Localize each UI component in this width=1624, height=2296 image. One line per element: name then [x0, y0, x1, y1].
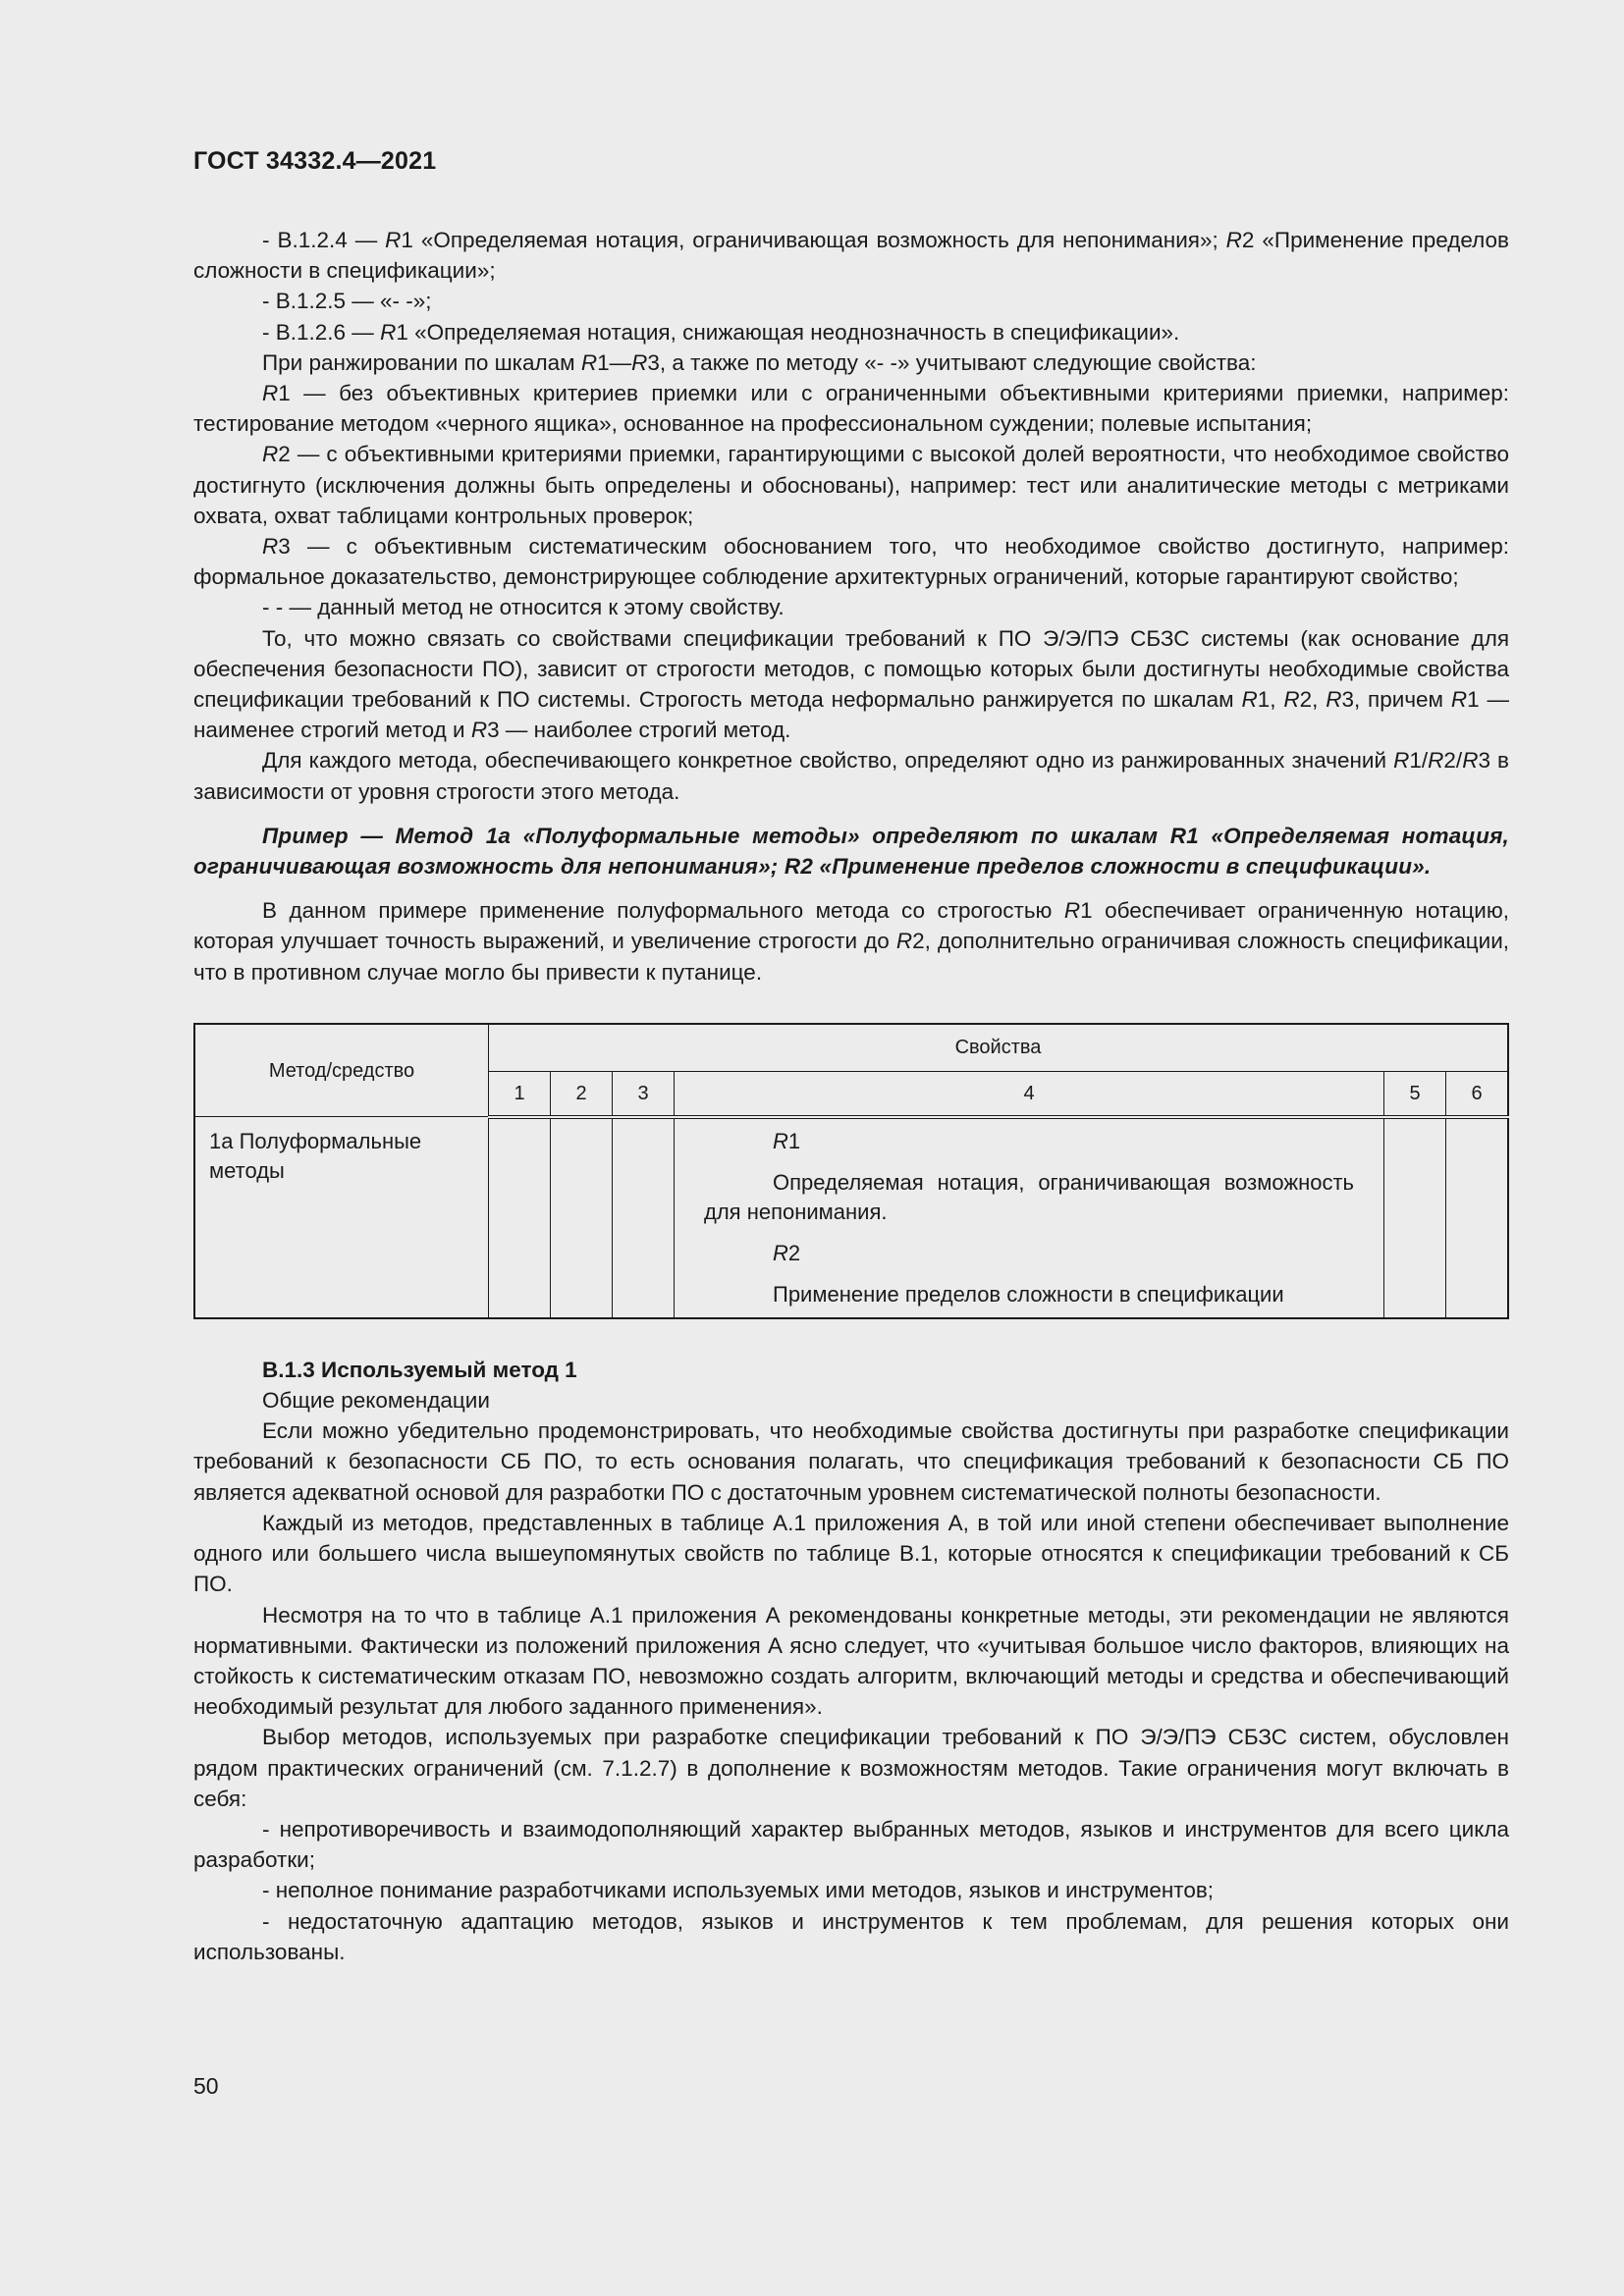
col-header-4: 4: [675, 1071, 1384, 1117]
r1-label: R1: [773, 1128, 801, 1153]
properties-table-wrap: [193, 1023, 1509, 1319]
method-cell: 1a Полуформальные методы: [194, 1117, 489, 1318]
cell-col-1: [489, 1117, 551, 1318]
paragraph-dash: - - — данный метод не относится к этому свойству.: [262, 595, 785, 620]
example-paragraph: Пример — Метод 1a «Полуформальные методы» определяют по шкалам R1 «Определяемая нотация, ограничивающая возможность для непонимания»; R2 «Применение пределов сложности в спецификации».: [193, 823, 1509, 880]
list-item-consistency: - непротиворечивость и взаимодополняющий характер выбранных методов, языков и инструментов для всего цикла разработки;: [193, 1816, 1509, 1873]
list-item-adaptation: - недостаточную адаптацию методов, языков и инструментов к тем проблемам, для решения которых они использованы.: [193, 1908, 1509, 1964]
col-header-3: 3: [613, 1071, 675, 1117]
cell-col-4: [675, 1117, 1384, 1318]
r1-description: Определяемая нотация, ограничивающая возможность для непонимания.: [704, 1169, 1354, 1224]
cell-col-3: [613, 1117, 675, 1318]
col-header-2: 2: [551, 1071, 613, 1117]
cell-col-5: [1384, 1117, 1446, 1318]
paragraph-q2: Каждый из методов, представленных в таблице А.1 приложения А, в той или иной степени обеспечивает выполнение одного или большего числа вышеупомянутых свойств по таблице B.1, которые относятся к спецификации требований к СБ ПО.: [193, 1510, 1509, 1597]
paragraph-r2: R2 — с объективными критериями приемки, гарантирующими с высокой долей вероятности, что необходимое свойство достигнуто (исключения должны быть определены и обоснованы), например: тест или аналитические методы с метриками охвата, охват таблицами контрольных проверок;: [193, 442, 1509, 528]
col-header-6: 6: [1446, 1071, 1509, 1117]
paragraph-r3: R3 — с объективным систематическим обоснованием того, что необходимое свойство достигнуто, например: формальное доказательство, демонстрирующее соблюдение архитектурных ограничений, которые гарантируют свойство;: [193, 534, 1509, 590]
paragraph-example-explain: В данном примере применение полуформального метода со строгостью R1 обеспечивает ограниченную нотацию, которая улучшает точность выражений, и увеличение строгости до R2, дополнительно ограничивая сложность спецификации, что в противном случае могло бы привести к путанице.: [193, 898, 1510, 985]
cell-col-2: [551, 1117, 613, 1318]
col-header-1: 1: [489, 1071, 551, 1117]
list-item-understanding: - неполное понимание разработчиками используемых ими методов, языков и инструментов;: [262, 1878, 1215, 1903]
paragraph-ranking-intro: При ранжировании по шкалам R1—R3, а также по методу «- -» учитывают следующие свойства:: [262, 349, 1257, 375]
method-column-header: Метод/средство: [194, 1024, 489, 1117]
paragraph-b124: - B.1.2.4 — R1 «Определяемая нотация, ограничивающая возможность для непонимания»; R2 «Применение пределов сложности в спецификации»;: [193, 228, 1509, 284]
paragraph-per-method: Для каждого метода, обеспечивающего конкретное свойство, определяют одно из ранжированных значений R1/R2/R3 в зависимости от уровня строгости этого метода.: [193, 748, 1510, 804]
paragraph-b125: - B.1.2.5 — «- -»;: [262, 289, 432, 314]
section-heading-b13: B.1.3 Используемый метод 1: [262, 1357, 577, 1382]
properties-table: [193, 1023, 1509, 1319]
table-header-row-1: [194, 1024, 1508, 1072]
paragraph-strictness: То, что можно связать со свойствами спецификации требований к ПО Э/Э/ПЭ СБЗС системы (как основание для обеспечения безопасности ПО), зависит от строгости методов, с помощью которых были достигнуты необходимые свойства спецификации требований к ПО системы. Строгость метода неформально ранжируется по шкалам R1, R2, R3, причем R1 — наименее строгий метод и R3 — наиболее строгий метод.: [193, 625, 1509, 743]
r2-label: R2: [773, 1240, 801, 1265]
paragraph-q4: Выбор методов, используемых при разработке спецификации требований к ПО Э/Э/ПЭ СБЗС систем, обусловлен рядом практических ограничений (см. 7.1.2.7) в дополнение к возможностям методов. Такие ограничения могут включать в себя:: [193, 1725, 1509, 1811]
subheading-general: Общие рекомендации: [262, 1388, 490, 1414]
r2-description: Применение пределов сложности в спецификации: [773, 1281, 1284, 1307]
page-header: ГОСТ 34332.4—2021: [193, 147, 437, 175]
paragraph-r1: R1 — без объективных критериев приемки или с ограниченными объективными критериями приемки, например: тестирование методом «черного ящика», основанное на профессиональном суждении; полевые испытания;: [193, 381, 1509, 437]
col-header-5: 5: [1384, 1071, 1446, 1117]
paragraph-q3: Несмотря на то что в таблице А.1 приложения А рекомендованы конкретные методы, эти рекомендации не являются нормативными. Фактически из положений приложения А ясно следует, что «учитывая большое число факторов, влияющих на стойкость к систематическим отказам ПО, невозможно создать алгоритм, включающий методы и средства и обеспечивающий необходимый результат для любого заданного применения».: [193, 1602, 1509, 1720]
properties-column-header: Свойства: [489, 1024, 1509, 1072]
page-body: [193, 225, 1509, 1967]
table-row: [194, 1117, 1508, 1318]
page-number: 50: [193, 2073, 219, 2099]
paragraph-q1: Если можно убедительно продемонстрировать, что необходимые свойства достигнуты при разработке спецификации требований к безопасности СБ ПО, то есть основания полагать, что спецификация требований к безопасности СБ ПО является адекватной основой для разработки ПО с достаточным уровнем систематической полноты безопасности.: [193, 1418, 1509, 1505]
cell-col-6: [1446, 1117, 1509, 1318]
paragraph-b126: - B.1.2.6 — R1 «Определяемая нотация, снижающая неоднозначность в спецификации».: [262, 319, 1180, 345]
